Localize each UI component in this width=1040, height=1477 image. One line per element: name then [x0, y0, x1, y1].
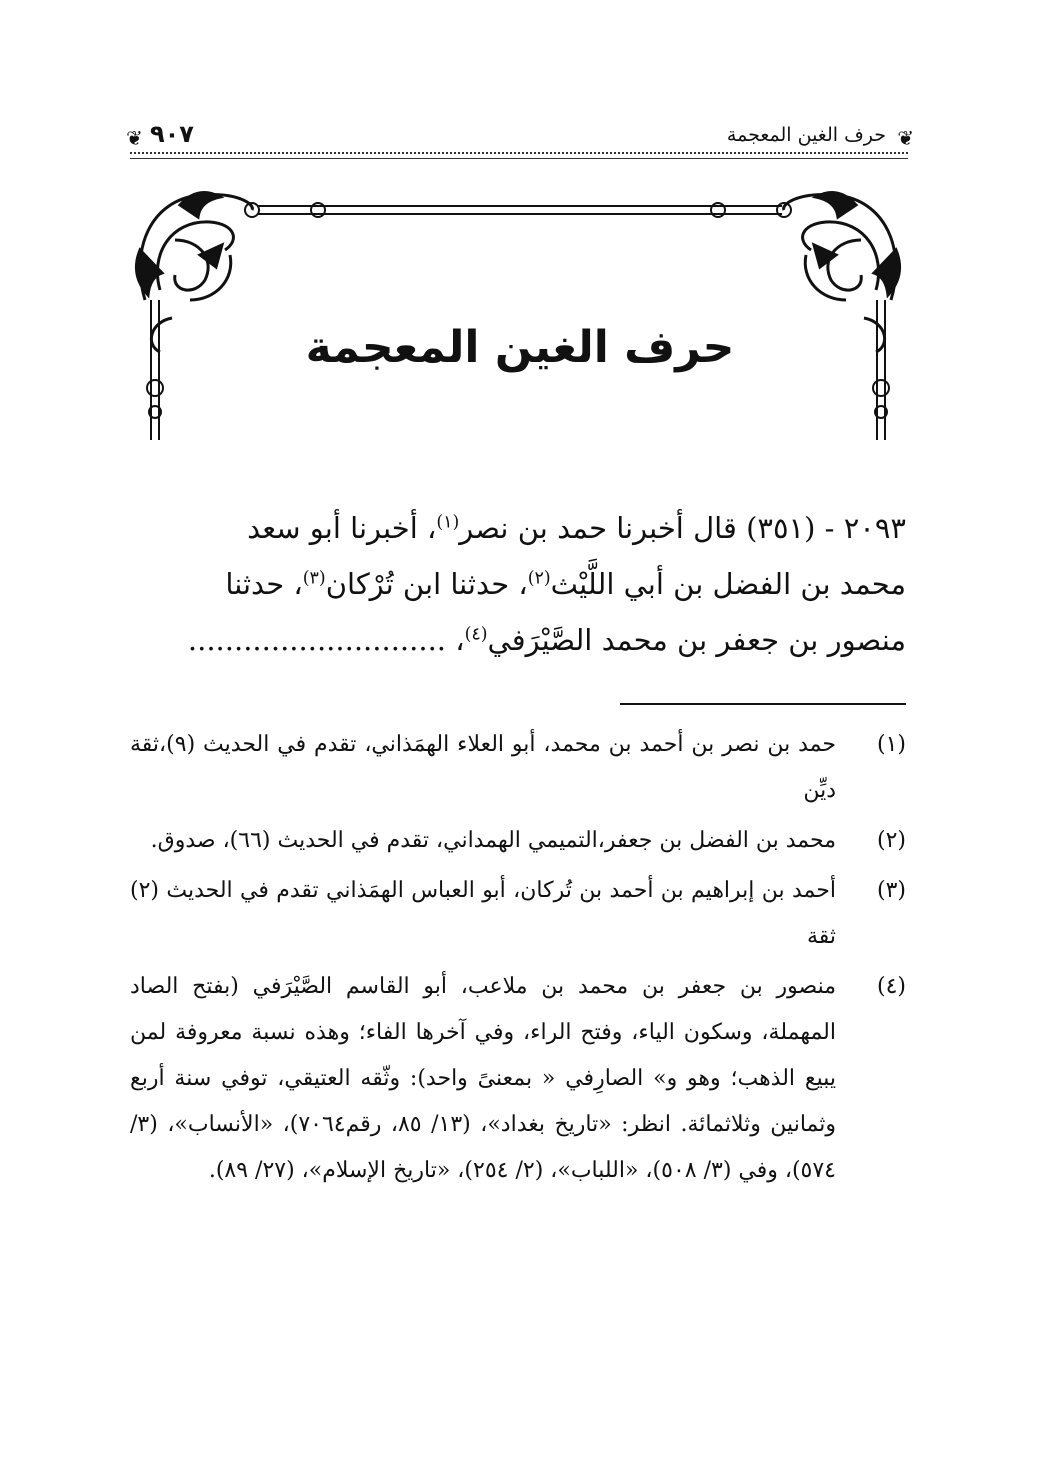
footnote-text: حمد بن نصر بن أحمد بن محمد، أبو العلاء الهمَذاني، تقدم في الحديث (٩)،ثقة ديِّن: [130, 732, 836, 803]
footnote-text: منصور بن جعفر بن محمد بن ملاعب، أبو القاسم الصَّيْرَفي (بفتح الصاد المهملة، وسكون الياء، وفتح الراء، وفي آخرها الفاء؛ وهذه نسبة معروفة لمن يبيع الذهب؛ وهو و» الصارِفي « بمعنىً واحد): وثّقه العتيقي، توفي سنة أربع وثمانين وثلاثمائة. انظر: «تاريخ بغداد»، (١٣/ ٨٥، رقم٧٠٦٤)، «الأنساب»، (٣/ ٥٧٤)، وفي (٣/ ٥٠٨)، «اللباب»، (٢/ ٢٥٤)، «تاريخ الإسلام»، (٢٧/ ٨٩).: [130, 974, 836, 1183]
footnote-number: (١): [876, 732, 906, 757]
footnote-ref-1[interactable]: (١): [436, 512, 460, 533]
hadith-text: [130, 500, 906, 668]
footnote-ref-3[interactable]: (٣): [302, 568, 326, 589]
footnote: [130, 818, 906, 864]
footnote: [130, 964, 906, 1194]
footnote-number: (٤): [876, 974, 906, 999]
footnote-ref-4[interactable]: (٤): [464, 624, 488, 645]
hadith-line-1: ٢٠٩٣ - (٣٥١) قال أخبرنا حمد بن نصر$^{(١)}$، أخبرنا أبو سعد: [247, 511, 906, 545]
header-ornament-right: ❦: [897, 126, 914, 150]
footnote-text: محمد بن الفضل بن جعفر،التميمي الهمداني، تقدم في الحديث (٦٦)، صدوق.: [150, 828, 836, 853]
omission-dots: ............................: [187, 623, 447, 657]
page-number: ٩٠٧: [150, 120, 194, 148]
footnote-text: أحمد بن إبراهيم بن أحمد بن تُركان، أبو العباس الهمَذاني تقدم في الحديث (٢) ثقة: [130, 878, 836, 949]
footnote: [130, 722, 906, 814]
footnotes: [130, 722, 906, 1198]
footnote-separator: [620, 703, 906, 705]
hadith-line-2: محمد بن الفضل بن أبي اللَّيْث$^{(٢)}$، حدثنا ابن تُرْكان$^{(٣)}$، حدثنا: [225, 567, 906, 601]
footnote: [130, 868, 906, 960]
hadith-line-3: منصور بن جعفر بن محمد الصَّيْرَفي$^{(٤)}$، ............................: [187, 623, 906, 657]
footnote-number: (٣): [876, 878, 906, 903]
running-header-title: حرف الغين المعجمة: [726, 124, 886, 146]
header-ornament-left: ❦: [126, 126, 143, 150]
chapter-title: حرف الغين المعجمة: [305, 322, 735, 373]
footnote-ref-2[interactable]: (٢): [527, 568, 551, 589]
footnote-number: (٢): [876, 828, 906, 853]
chapter-frame-ornament: [0, 0, 1040, 480]
